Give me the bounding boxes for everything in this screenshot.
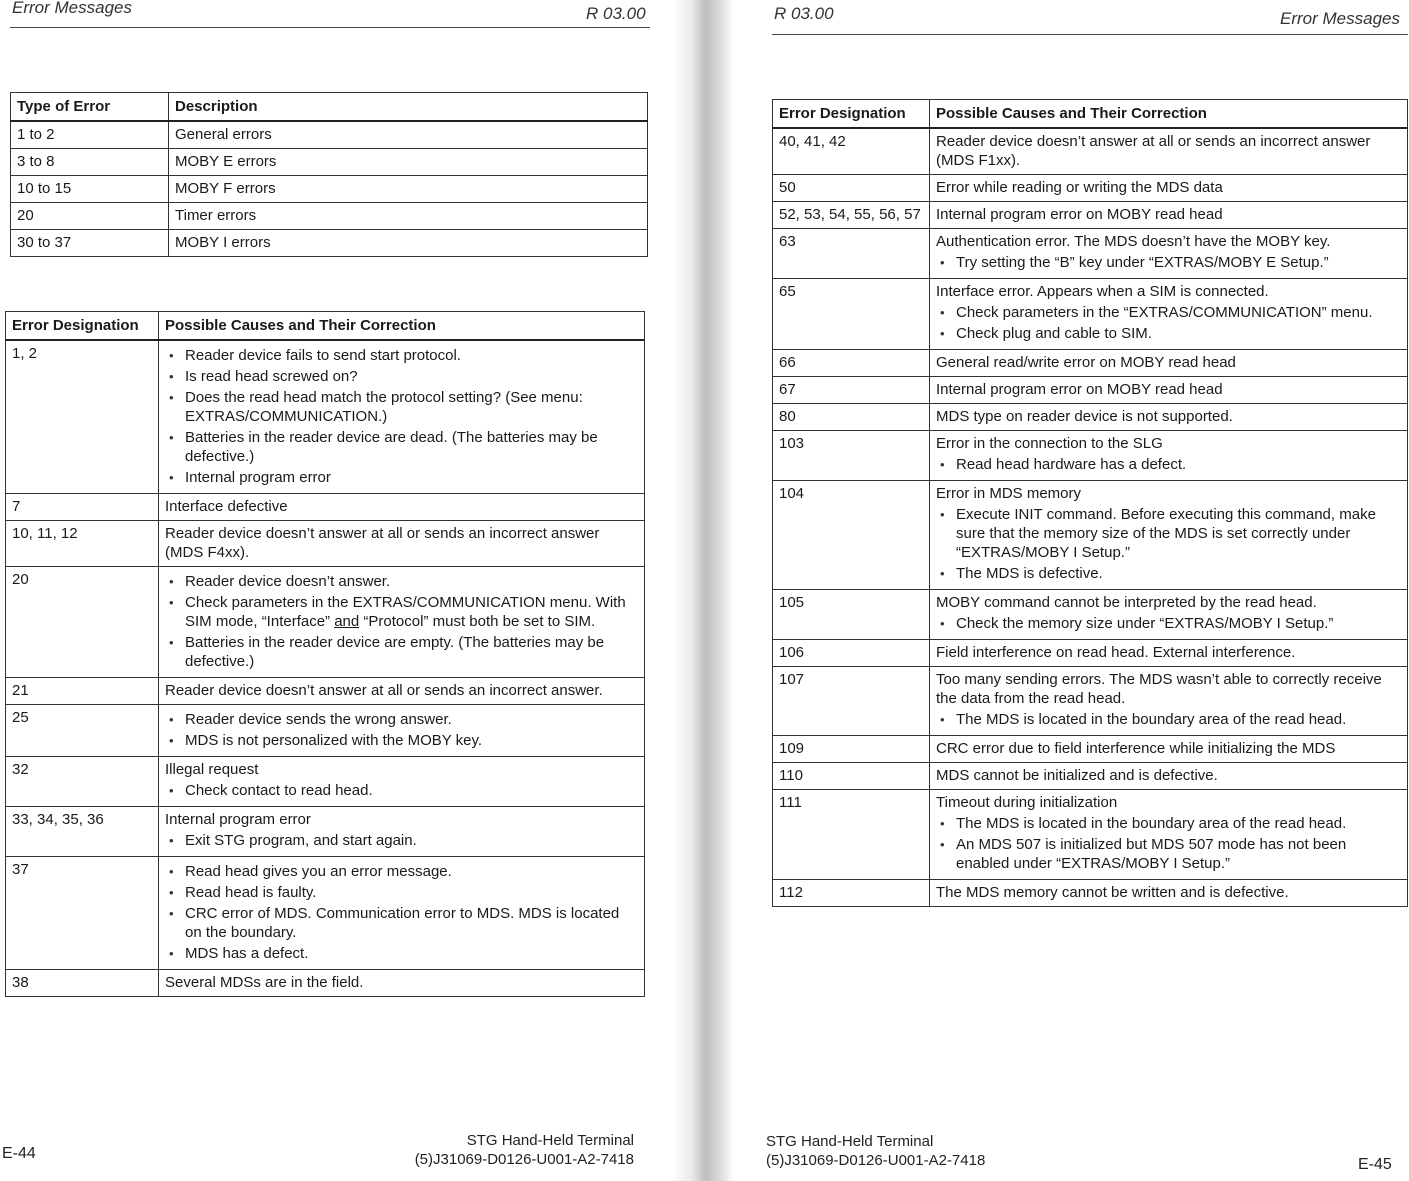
error-description: Timeout during initialization xyxy=(936,794,1118,811)
error-code: 37 xyxy=(6,857,159,970)
table-row xyxy=(11,203,648,230)
error-causes xyxy=(159,757,645,807)
error-causes xyxy=(159,340,645,494)
table-row xyxy=(6,807,645,857)
table-row xyxy=(6,567,645,678)
table-row xyxy=(6,970,645,997)
cause-item: • Reader device sends the wrong answer. xyxy=(165,710,638,729)
error-type-description: MOBY E errors xyxy=(169,149,648,176)
right-page xyxy=(720,0,1409,1181)
table-row xyxy=(6,757,645,807)
table-row xyxy=(6,340,645,494)
error-causes xyxy=(159,807,645,857)
cause-list xyxy=(936,303,1401,343)
cause-item: • MDS is not personalized with the MOBY key. xyxy=(165,731,638,750)
error-causes xyxy=(159,678,645,705)
error-description: Reader device doesn’t answer at all or sends an incorrect answer. xyxy=(165,682,603,699)
error-causes xyxy=(930,667,1408,736)
cause-list xyxy=(936,253,1401,272)
table-row xyxy=(6,521,645,567)
error-code: 105 xyxy=(773,590,930,640)
table-row xyxy=(773,377,1408,404)
error-code: 109 xyxy=(773,736,930,763)
error-causes xyxy=(930,279,1408,350)
table-row xyxy=(773,431,1408,481)
cause-list xyxy=(936,614,1401,633)
cause-list xyxy=(165,831,638,850)
column-header-possible-causes: Possible Causes and Their Correction xyxy=(159,312,645,341)
table-row xyxy=(11,149,648,176)
left-error-designation-table xyxy=(5,311,645,997)
left-page-number: E-44 xyxy=(2,1145,36,1162)
cause-list xyxy=(165,346,638,487)
error-description: Error in the connection to the SLG xyxy=(936,435,1163,452)
cause-list xyxy=(165,862,638,963)
table-row xyxy=(773,404,1408,431)
right-page-number: E-45 xyxy=(1358,1156,1392,1173)
error-type-description: MOBY F errors xyxy=(169,176,648,203)
table-row xyxy=(773,763,1408,790)
error-description: The MDS memory cannot be written and is defective. xyxy=(936,884,1289,901)
error-causes xyxy=(930,350,1408,377)
right-error-designation-table xyxy=(772,99,1408,907)
cause-item: • Is read head screwed on? xyxy=(165,367,638,386)
cause-item: • Batteries in the reader device are empty. (The batteries may be defective.) xyxy=(165,633,638,671)
cause-item: • Execute INIT command. Before executing this command, make sure that the memory size of the MDS is set correctly under “EXTRAS/MOBY I Setup.” xyxy=(936,505,1401,562)
left-header-revision: R 03.00 xyxy=(586,4,646,23)
cause-item: • Does the read head match the protocol setting? (See menu: EXTRAS/COMMUNICATION.) xyxy=(165,388,638,426)
error-description: Interface defective xyxy=(165,498,288,515)
cause-item: • The MDS is located in the boundary area of the read head. xyxy=(936,710,1401,729)
error-code: 110 xyxy=(773,763,930,790)
error-code: 111 xyxy=(773,790,930,880)
error-description: MDS type on reader device is not supported. xyxy=(936,408,1233,425)
error-code: 20 xyxy=(6,567,159,678)
error-type-range: 10 to 15 xyxy=(11,176,169,203)
table-row xyxy=(773,880,1408,907)
table-row xyxy=(773,481,1408,590)
error-description: Interface error. Appears when a SIM is connected. xyxy=(936,283,1269,300)
error-causes xyxy=(930,377,1408,404)
table-row xyxy=(773,229,1408,279)
cause-item: • CRC error of MDS. Communication error to MDS. MDS is located on the boundary. xyxy=(165,904,638,942)
cause-item: • MDS has a defect. xyxy=(165,944,638,963)
error-causes xyxy=(930,404,1408,431)
error-type-range: 20 xyxy=(11,203,169,230)
error-causes xyxy=(930,880,1408,907)
error-description: Authentication error. The MDS doesn’t have the MOBY key. xyxy=(936,233,1331,250)
cause-item: • Read head is faulty. xyxy=(165,883,638,902)
right-header-rule xyxy=(772,34,1408,35)
right-header-revision: R 03.00 xyxy=(774,4,834,23)
cause-item: • Check contact to read head. xyxy=(165,781,638,800)
error-description: MDS cannot be initialized and is defective. xyxy=(936,767,1218,784)
error-description: Field interference on read head. External interference. xyxy=(936,644,1296,661)
error-description: Reader device doesn’t answer at all or sends an incorrect answer (MDS F1xx). xyxy=(936,133,1371,169)
error-causes xyxy=(930,128,1408,175)
left-header-rule xyxy=(10,27,650,28)
error-code: 10, 11, 12 xyxy=(6,521,159,567)
table-header-row xyxy=(773,100,1408,129)
error-code: 50 xyxy=(773,175,930,202)
table-row xyxy=(6,705,645,757)
column-header-error-designation: Error Designation xyxy=(6,312,159,341)
table-row xyxy=(773,350,1408,377)
cause-item: • Read head hardware has a defect. xyxy=(936,455,1401,474)
error-description: Error in MDS memory xyxy=(936,485,1082,502)
error-causes xyxy=(930,481,1408,590)
cause-item: • Try setting the “B” key under “EXTRAS/MOBY E Setup.” xyxy=(936,253,1401,272)
error-type-range: 1 to 2 xyxy=(11,121,169,149)
cause-list xyxy=(936,505,1401,583)
error-code: 32 xyxy=(6,757,159,807)
error-code: 1, 2 xyxy=(6,340,159,494)
underlined-word: and xyxy=(334,613,360,630)
error-code: 63 xyxy=(773,229,930,279)
left-header-title: Error Messages xyxy=(12,0,132,17)
error-causes xyxy=(930,175,1408,202)
footer-product-name: STG Hand-Held Terminal xyxy=(466,1132,634,1149)
table-row xyxy=(773,279,1408,350)
error-causes xyxy=(159,521,645,567)
error-description: Internal program error xyxy=(165,811,311,828)
error-description: General read/write error on MOBY read head xyxy=(936,354,1236,371)
error-type-range: 30 to 37 xyxy=(11,230,169,257)
column-header-type: Type of Error xyxy=(11,93,169,122)
cause-item: • Reader device doesn’t answer. xyxy=(165,572,638,591)
cause-item: • An MDS 507 is initialized but MDS 507 mode has not been enabled under “EXTRAS/MOBY I Setup.” xyxy=(936,835,1401,873)
error-description: MOBY command cannot be interpreted by the read head. xyxy=(936,594,1317,611)
right-header-title: Error Messages xyxy=(1280,9,1400,28)
cause-item: • The MDS is defective. xyxy=(936,564,1401,583)
error-causes xyxy=(159,494,645,521)
error-causes xyxy=(159,970,645,997)
error-description: Internal program error on MOBY read head xyxy=(936,206,1223,223)
error-type-description: General errors xyxy=(169,121,648,149)
error-type-description: MOBY I errors xyxy=(169,230,648,257)
error-causes xyxy=(159,705,645,757)
footer-product-name: STG Hand-Held Terminal xyxy=(766,1133,934,1150)
error-code: 21 xyxy=(6,678,159,705)
error-causes xyxy=(930,229,1408,279)
table-header-row xyxy=(11,93,648,122)
error-type-range: 3 to 8 xyxy=(11,149,169,176)
error-code: 107 xyxy=(773,667,930,736)
cause-list xyxy=(936,710,1401,729)
table-row xyxy=(11,176,648,203)
table-row xyxy=(773,175,1408,202)
table-row xyxy=(6,494,645,521)
error-description: Several MDSs are in the field. xyxy=(165,974,364,991)
cause-list xyxy=(165,710,638,750)
error-description: CRC error due to field interference while initializing the MDS xyxy=(936,740,1336,757)
cause-item: • Batteries in the reader device are dead. (The batteries may be defective.) xyxy=(165,428,638,466)
cause-item: • Internal program error xyxy=(165,468,638,487)
cause-item: • Check plug and cable to SIM. xyxy=(936,324,1401,343)
cause-item: • Check parameters in the EXTRAS/COMMUNICATION menu. With SIM mode, “Interface” and “Protocol” must both be set to SIM. xyxy=(165,593,638,631)
error-causes xyxy=(930,763,1408,790)
error-code: 25 xyxy=(6,705,159,757)
cause-item: • Read head gives you an error message. xyxy=(165,862,638,881)
error-description: Error while reading or writing the MDS data xyxy=(936,179,1223,196)
error-code: 104 xyxy=(773,481,930,590)
table-row xyxy=(773,790,1408,880)
cause-item: • Check parameters in the “EXTRAS/COMMUNICATION” menu. xyxy=(936,303,1401,322)
table-row xyxy=(773,202,1408,229)
table-header-row xyxy=(6,312,645,341)
error-code: 66 xyxy=(773,350,930,377)
cause-item: • Exit STG program, and start again. xyxy=(165,831,638,850)
cause-item: • Reader device fails to send start protocol. xyxy=(165,346,638,365)
error-code: 80 xyxy=(773,404,930,431)
table-row xyxy=(773,640,1408,667)
cause-list xyxy=(165,572,638,671)
error-causes xyxy=(930,590,1408,640)
column-header-possible-causes: Possible Causes and Their Correction xyxy=(930,100,1408,129)
error-description: Reader device doesn’t answer at all or sends an incorrect answer (MDS F4xx). xyxy=(165,525,600,561)
error-causes xyxy=(159,567,645,678)
right-footer xyxy=(766,1132,985,1170)
table-row xyxy=(6,678,645,705)
error-causes xyxy=(930,202,1408,229)
cause-item: • Check the memory size under “EXTRAS/MOBY I Setup.” xyxy=(936,614,1401,633)
error-code: 7 xyxy=(6,494,159,521)
table-row xyxy=(773,128,1408,175)
error-type-description: Timer errors xyxy=(169,203,648,230)
left-footer xyxy=(400,1131,634,1169)
error-code: 103 xyxy=(773,431,930,481)
cause-list xyxy=(936,814,1401,873)
footer-document-number: (5)J31069-D0126-U001-A2-7418 xyxy=(766,1152,986,1169)
error-causes xyxy=(159,857,645,970)
error-causes xyxy=(930,790,1408,880)
table-row xyxy=(11,121,648,149)
table-row xyxy=(11,230,648,257)
cause-item: • The MDS is located in the boundary area of the read head. xyxy=(936,814,1401,833)
cause-list xyxy=(936,455,1401,474)
error-code: 106 xyxy=(773,640,930,667)
error-code: 38 xyxy=(6,970,159,997)
error-code: 40, 41, 42 xyxy=(773,128,930,175)
error-causes xyxy=(930,640,1408,667)
table-row xyxy=(6,857,645,970)
table-row xyxy=(773,736,1408,763)
error-code: 65 xyxy=(773,279,930,350)
error-description: Illegal request xyxy=(165,761,259,778)
table-row xyxy=(773,590,1408,640)
error-code: 67 xyxy=(773,377,930,404)
column-header-error-designation: Error Designation xyxy=(773,100,930,129)
error-code: 112 xyxy=(773,880,930,907)
error-description: Internal program error on MOBY read head xyxy=(936,381,1223,398)
error-description: Too many sending errors. The MDS wasn’t able to correctly receive the data from the read head. xyxy=(936,671,1382,707)
cause-list xyxy=(165,781,638,800)
footer-document-number: (5)J31069-D0126-U001-A2-7418 xyxy=(414,1151,634,1168)
error-causes xyxy=(930,736,1408,763)
error-causes xyxy=(930,431,1408,481)
error-types-table xyxy=(10,92,648,257)
left-page xyxy=(0,0,690,1181)
error-code: 33, 34, 35, 36 xyxy=(6,807,159,857)
error-code: 52, 53, 54, 55, 56, 57 xyxy=(773,202,930,229)
column-header-description: Description xyxy=(169,93,648,122)
table-row xyxy=(773,667,1408,736)
